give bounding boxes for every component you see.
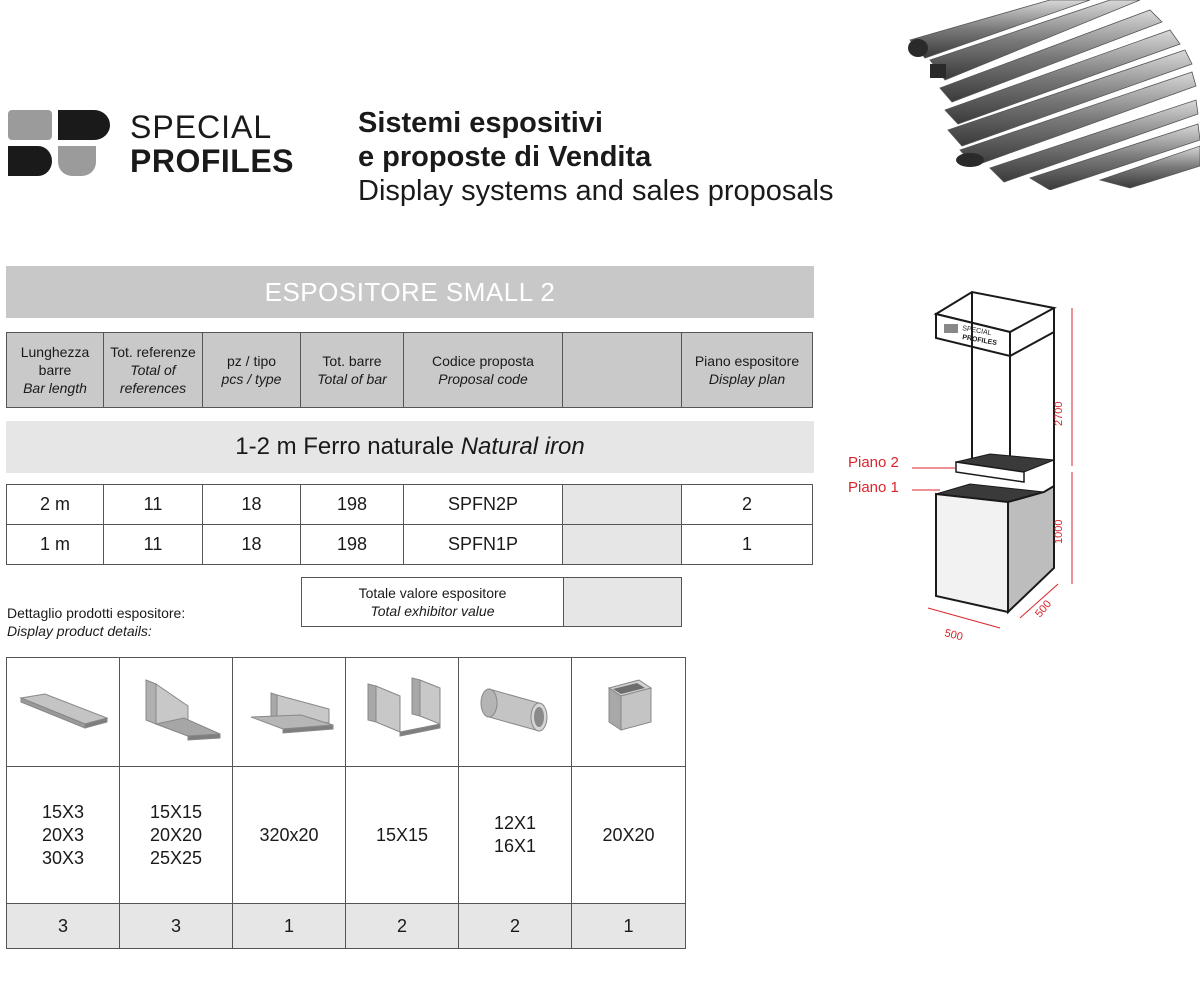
flat-bar-icon <box>15 684 111 734</box>
product-sizes <box>233 767 346 904</box>
cell-references: 11 <box>104 525 203 565</box>
product-qty-row <box>7 904 686 949</box>
sign-line2: PROFILES <box>961 334 998 348</box>
cell-plan: 1 <box>682 525 813 565</box>
cell-length: 2 m <box>7 485 104 525</box>
round-tube-icon <box>467 679 563 739</box>
detail-en: Display product details: <box>7 623 152 639</box>
size-value: 15X15 <box>149 801 203 822</box>
proposal-header-table <box>6 332 813 408</box>
size-value: 20X20 <box>602 824 655 845</box>
table-row <box>7 485 813 525</box>
header-en: Total of references <box>119 362 187 396</box>
angle-bar-icon <box>128 674 224 744</box>
exhibitor-drawing <box>840 286 1080 646</box>
product-sizes <box>572 767 686 904</box>
header-it: Lunghezza barre <box>20 344 90 378</box>
brand-logo-icon <box>8 110 110 176</box>
product-image-cell <box>7 658 120 767</box>
detail-it: Dettaglio prodotti espositore: <box>7 605 186 621</box>
product-image-cell <box>572 658 686 767</box>
title-line1: Sistemi espositivi <box>358 107 603 139</box>
metal-profiles-image <box>900 0 1200 190</box>
header-en: Bar length <box>23 380 87 396</box>
size-value: 320x20 <box>259 824 319 845</box>
total-table <box>301 577 682 627</box>
total-row <box>302 578 682 627</box>
size-value: 12X1 <box>493 813 537 833</box>
product-qty: 3 <box>7 904 120 949</box>
material-it: 1-2 m Ferro naturale <box>235 433 455 460</box>
header-it: Tot. referenze <box>110 344 196 360</box>
brand-line1: SPECIAL <box>130 109 273 145</box>
piano-2-label: Piano 2 <box>848 454 899 471</box>
cell-pcs: 18 <box>203 485 301 525</box>
table-row <box>7 525 813 565</box>
product-qty: 3 <box>120 904 233 949</box>
size-value: 15X3 <box>41 801 85 822</box>
brand-line2: PROFILES <box>130 143 295 179</box>
product-size-row <box>7 767 686 904</box>
header-total-bars <box>301 333 404 408</box>
products-table <box>6 657 686 949</box>
size-value: 15X15 <box>375 824 429 845</box>
header-it: Tot. barre <box>322 353 382 369</box>
header-blank <box>563 333 682 408</box>
header-it: Piano espositore <box>694 353 800 369</box>
t-bar-icon <box>241 679 337 739</box>
product-image-cell <box>346 658 459 767</box>
header-proposal-code <box>404 333 563 408</box>
cell-code: SPFN1P <box>404 525 563 565</box>
size-value: 20X3 <box>41 824 85 845</box>
product-qty: 1 <box>572 904 686 949</box>
header-it: pz / tipo <box>226 353 277 369</box>
cell-pcs: 18 <box>203 525 301 565</box>
product-sizes <box>459 767 572 904</box>
header-display-plan <box>682 333 813 408</box>
product-sizes <box>120 767 233 904</box>
total-it: Totale valore espositore <box>358 585 507 601</box>
product-qty: 2 <box>346 904 459 949</box>
header-en: pcs / type <box>221 371 282 387</box>
material-section <box>6 421 814 473</box>
sign-line1: SPECIAL <box>961 325 992 338</box>
cell-price <box>563 485 682 525</box>
size-value: 16X1 <box>493 836 537 856</box>
header-it: Codice proposta <box>432 353 534 369</box>
size-value: 20X20 <box>149 824 203 845</box>
depth-dimension: 500 <box>1033 598 1055 620</box>
title-line3: Display systems and sales proposals <box>358 175 834 207</box>
cell-bars: 198 <box>301 525 404 565</box>
u-channel-icon <box>354 674 450 744</box>
title-line2: e proposte di Vendita <box>358 141 652 173</box>
cell-plan: 2 <box>682 485 813 525</box>
header-bar-length <box>7 333 104 408</box>
total-en: Total exhibitor value <box>370 603 495 619</box>
detail-label <box>7 604 185 640</box>
cell-code: SPFN2P <box>404 485 563 525</box>
cell-length: 1 m <box>7 525 104 565</box>
base-height-dimension: 1000 <box>1053 519 1065 544</box>
header-row <box>7 333 813 408</box>
cell-price <box>563 525 682 565</box>
total-value <box>564 578 682 627</box>
product-image-cell <box>120 658 233 767</box>
width-dimension: 500 <box>943 627 964 644</box>
brand-name <box>130 110 294 178</box>
size-value: 30X3 <box>41 847 85 868</box>
section-banner: ESPOSITORE SMALL 2 <box>6 266 814 318</box>
product-image-cell <box>233 658 346 767</box>
total-label <box>302 578 564 627</box>
cell-references: 11 <box>104 485 203 525</box>
material-en: Natural iron <box>460 433 585 460</box>
product-image-row <box>7 658 686 767</box>
header-pcs-type <box>203 333 301 408</box>
header-en: Display plan <box>708 371 786 387</box>
product-qty: 1 <box>233 904 346 949</box>
piano-1-label: Piano 1 <box>848 479 899 496</box>
cell-bars: 198 <box>301 485 404 525</box>
height-dimension: 2700 <box>1053 401 1065 426</box>
header-en: Proposal code <box>438 371 528 387</box>
product-image-cell <box>459 658 572 767</box>
product-sizes <box>346 767 459 904</box>
proposal-table <box>6 484 813 565</box>
product-qty: 2 <box>459 904 572 949</box>
header-en: Total of bar <box>317 371 387 387</box>
page-title <box>358 106 833 208</box>
product-sizes <box>7 767 120 904</box>
square-tube-icon <box>581 674 677 744</box>
header-total-references <box>104 333 203 408</box>
sign-logo-icon <box>944 324 958 333</box>
size-value: 25X25 <box>149 847 203 868</box>
